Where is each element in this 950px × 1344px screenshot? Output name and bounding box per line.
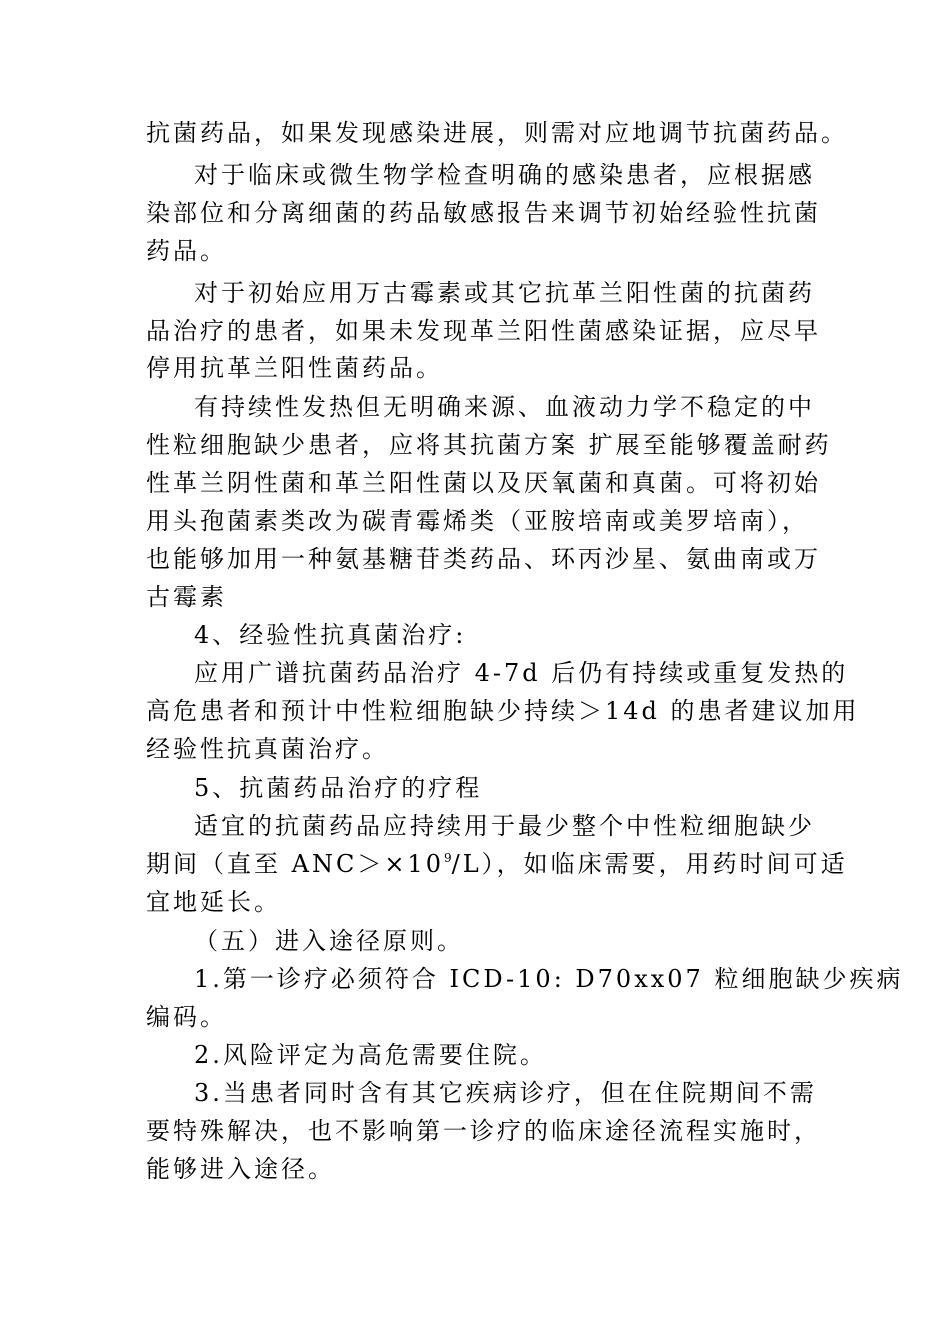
paragraph-line: 对于临床或微生物学检查明确的感染患者，应根据感 <box>194 161 815 189</box>
paragraph-line: 适宜的抗菌药品应持续用于最少整个中性粒细胞缺少 <box>194 812 815 840</box>
paragraph-line: 古霉素 <box>146 583 227 611</box>
paragraph-line: 也能够加用一种氨基糖苷类药品、环丙沙星、氨曲南或万 <box>146 545 821 573</box>
paragraph-line: 对于初始应用万古霉素或其它抗革兰阳性菌的抗菌药 <box>194 279 815 307</box>
paragraph-line: 高危患者和预计中性粒细胞缺少持续＞14d 的患者建议加用 <box>146 697 860 725</box>
section-heading: 5、抗菌药品治疗的疗程 <box>194 774 483 802</box>
paragraph-line: 要特殊解决，也不影响第一诊疗的临床途径流程实施时， <box>146 1117 821 1145</box>
paragraph-line-anc <box>146 848 848 880</box>
anc-text-before: 期间（直至 ANC＞×10 <box>146 850 444 878</box>
paragraph-line: 性革兰阴性菌和革兰阳性菌以及厌氧菌和真菌。可将初始 <box>146 469 821 497</box>
paragraph-line: 1.第一诊疗必须符合 ICD-10: D70xx07 粒细胞缺少疾病 <box>194 965 904 993</box>
paragraph-line: 2.风险评定为高危需要住院。 <box>194 1041 547 1069</box>
paragraph-line: 应用广谱抗菌药品治疗 4-7d 后仍有持续或重复发热的 <box>194 659 849 687</box>
paragraph-line: 抗菌药品，如果发现感染进展，则需对应地调节抗菌药品。 <box>146 119 848 147</box>
paragraph-line: 经验性抗真菌治疗。 <box>146 735 389 763</box>
paragraph-line: 性粒细胞缺少患者，应将其抗菌方案 扩展至能够覆盖耐药 <box>146 431 832 459</box>
paragraph-line: 3.当患者同时含有其它疾病诊疗，但在住院期间不需 <box>194 1079 817 1107</box>
anc-text-after: /L），如临床需要，用药时间可适 <box>451 850 848 878</box>
paragraph-line: 宜地延长。 <box>146 888 281 916</box>
paragraph-line: 能够进入途径。 <box>146 1155 335 1183</box>
anc-superscript: 9 <box>443 851 452 865</box>
paragraph-line: 品治疗的患者，如果未发现革兰阳性菌感染证据，应尽早 <box>146 317 821 345</box>
paragraph-line: 停用抗革兰阳性菌药品。 <box>146 354 443 382</box>
paragraph-line: 用头孢菌素类改为碳青霉烯类（亚胺培南或美罗培南）， <box>146 507 809 535</box>
paragraph-line: 编码。 <box>146 1003 227 1031</box>
section-heading: 4、经验性抗真菌治疗: <box>194 621 467 649</box>
paragraph-line: 有持续性发热但无明确来源、血液动力学不稳定的中 <box>194 393 815 421</box>
paragraph-line: 染部位和分离细菌的药品敏感报告来调节初始经验性抗菌 <box>146 199 821 227</box>
section-heading: （五）进入途径原则。 <box>194 927 464 955</box>
paragraph-line: 药品。 <box>146 237 227 265</box>
